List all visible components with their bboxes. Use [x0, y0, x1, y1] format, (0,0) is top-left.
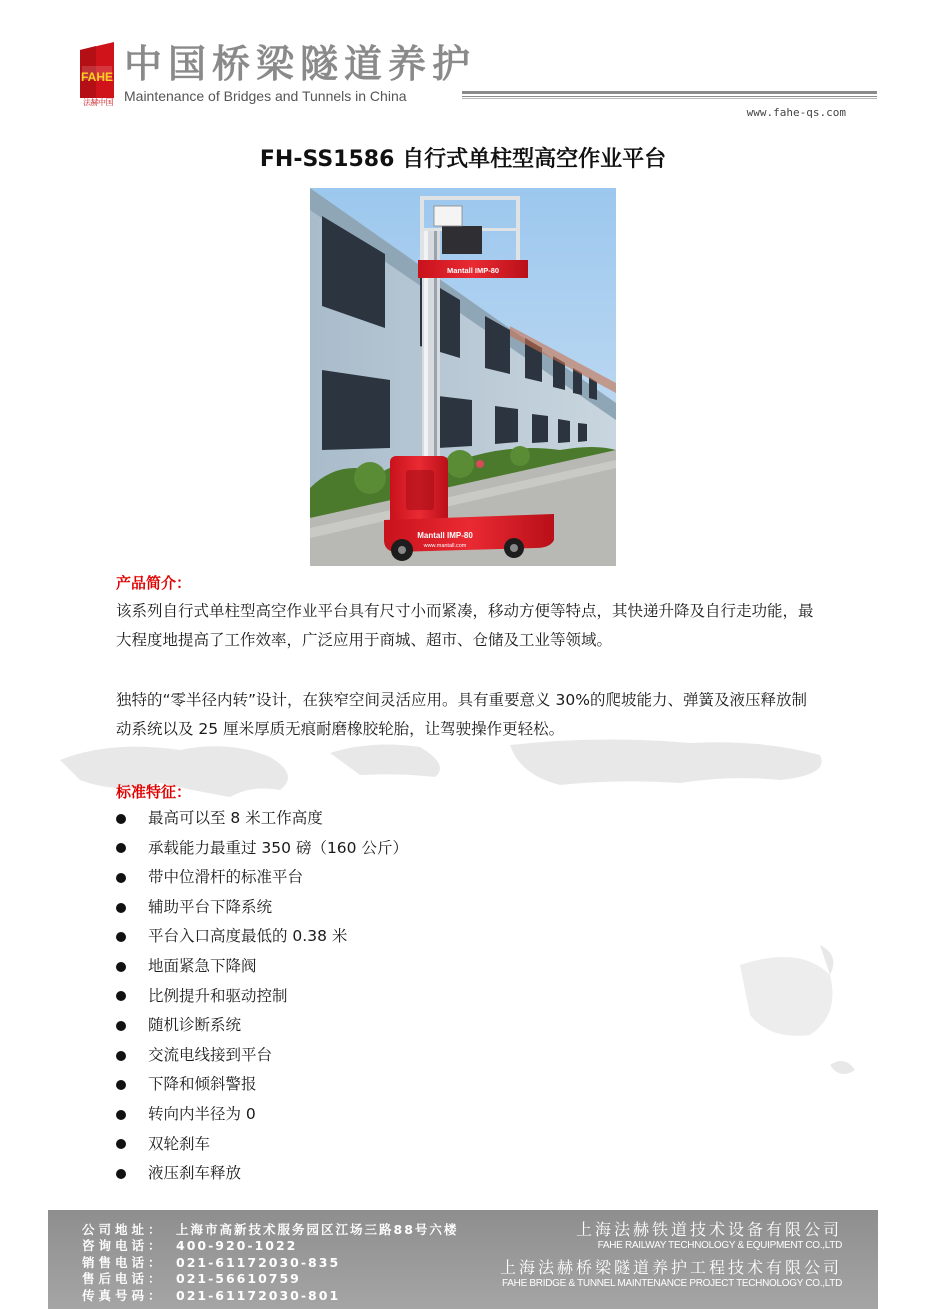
- feature-item: 辅助平台下降系统: [116, 893, 408, 923]
- feature-item: 平台入口高度最低的 0.38 米: [116, 922, 408, 952]
- features-heading: 标准特征：: [116, 783, 192, 801]
- brand-chinese: 中国桥梁隧道养护: [124, 42, 477, 86]
- intro-paragraph-1: 该系列自行式单柱型高空作业平台具有尺寸小而紧凑，移动方便等特点，其快递升降及自行走功能，最大程度地提高了工作效率，广泛应用于商城、超市、仓储及工业等领域。: [116, 602, 814, 649]
- base-url: www.mantall.com: [423, 543, 467, 549]
- company-names: [500, 1220, 842, 1290]
- feature-item: 承载能力最重过 350 磅（160 公斤）: [116, 834, 408, 864]
- contact-sales-phone: 销售电话： 021-61172030-835: [82, 1254, 341, 1270]
- feature-item: 带中位滑杆的标准平台: [116, 863, 408, 893]
- feature-item: 比例提升和驱动控制: [116, 982, 408, 1012]
- feature-item: 下降和倾斜警报: [116, 1070, 408, 1100]
- company-1-english: FAHE RAILWAY TECHNOLOGY & EQUIPMENT CO.,LTD: [597, 1240, 842, 1251]
- bullet-icon: [116, 991, 126, 1001]
- bullet-icon: [116, 1051, 126, 1061]
- feature-item: 转向内半径为 0: [116, 1100, 408, 1130]
- intro-heading: 产品简介：: [116, 574, 192, 592]
- company-2-chinese: 上海法赫桥梁隧道养护工程技术有限公司: [499, 1258, 842, 1277]
- bullet-icon: [116, 1080, 126, 1090]
- feature-item: 最高可以至 8 米工作高度: [116, 804, 408, 834]
- feature-item: 交流电线接到平台: [116, 1041, 408, 1071]
- contact-inquiry-phone: 咨询电话： 400-920-1022: [82, 1238, 298, 1254]
- contact-address: 公司地址： 上海市高新技术服务园区江场三路88号六楼: [82, 1222, 459, 1237]
- bullet-icon: [116, 1139, 126, 1149]
- company-1-chinese: 上海法赫铁道技术设备有限公司: [575, 1220, 842, 1239]
- bullet-icon: [116, 843, 126, 853]
- contact-fax: 传真号码： 021-61172030-801: [82, 1287, 341, 1303]
- bullet-icon: [116, 1169, 126, 1179]
- contact-list: [82, 1222, 458, 1304]
- logo-subtext: 法赫中国: [83, 98, 113, 107]
- brand-english: Maintenance of Bridges and Tunnels in China: [124, 88, 407, 104]
- contact-service-phone: 售后电话： 021-56610759: [82, 1271, 301, 1287]
- bullet-icon: [116, 962, 126, 972]
- feature-item: 随机诊断系统: [116, 1011, 408, 1041]
- feature-item: 地面紧急下降阀: [116, 952, 408, 982]
- intro-paragraph-2: 独特的“零半径内转”设计，在狭窄空间灵活应用。具有重要意义 30%的爬坡能力、弹簧及液压释放制动系统以及 25 厘米厚质无痕耐磨橡胶轮胎，让驾驶操作更轻松。: [116, 691, 807, 738]
- bullet-icon: [116, 903, 126, 913]
- bullet-icon: [116, 1110, 126, 1120]
- bullet-icon: [116, 1021, 126, 1031]
- company-2-english: FAHE BRIDGE & TUNNEL MAINTENANCE PROJECT TECHNOLOGY CO.,LTD: [502, 1278, 842, 1289]
- header-rule: [462, 91, 877, 100]
- bullet-icon: [116, 932, 126, 942]
- svg-text:FAHE: FAHE: [80, 70, 114, 84]
- base-label: Mantall IMP-80: [417, 531, 473, 540]
- platform-label: Mantall IMP-80: [446, 266, 500, 275]
- bullet-icon: [116, 873, 126, 883]
- footer-banner: [48, 1210, 878, 1309]
- document-title: FH-SS1586 自行式单柱型高空作业平台: [259, 147, 667, 172]
- features-list: [116, 804, 408, 1189]
- feature-item: 液压刹车释放: [116, 1159, 408, 1189]
- feature-item: 双轮刹车: [116, 1130, 408, 1160]
- bullet-icon: [116, 814, 126, 824]
- website-url[interactable]: www.fahe-qs.com: [746, 106, 846, 119]
- product-photo: [310, 188, 616, 566]
